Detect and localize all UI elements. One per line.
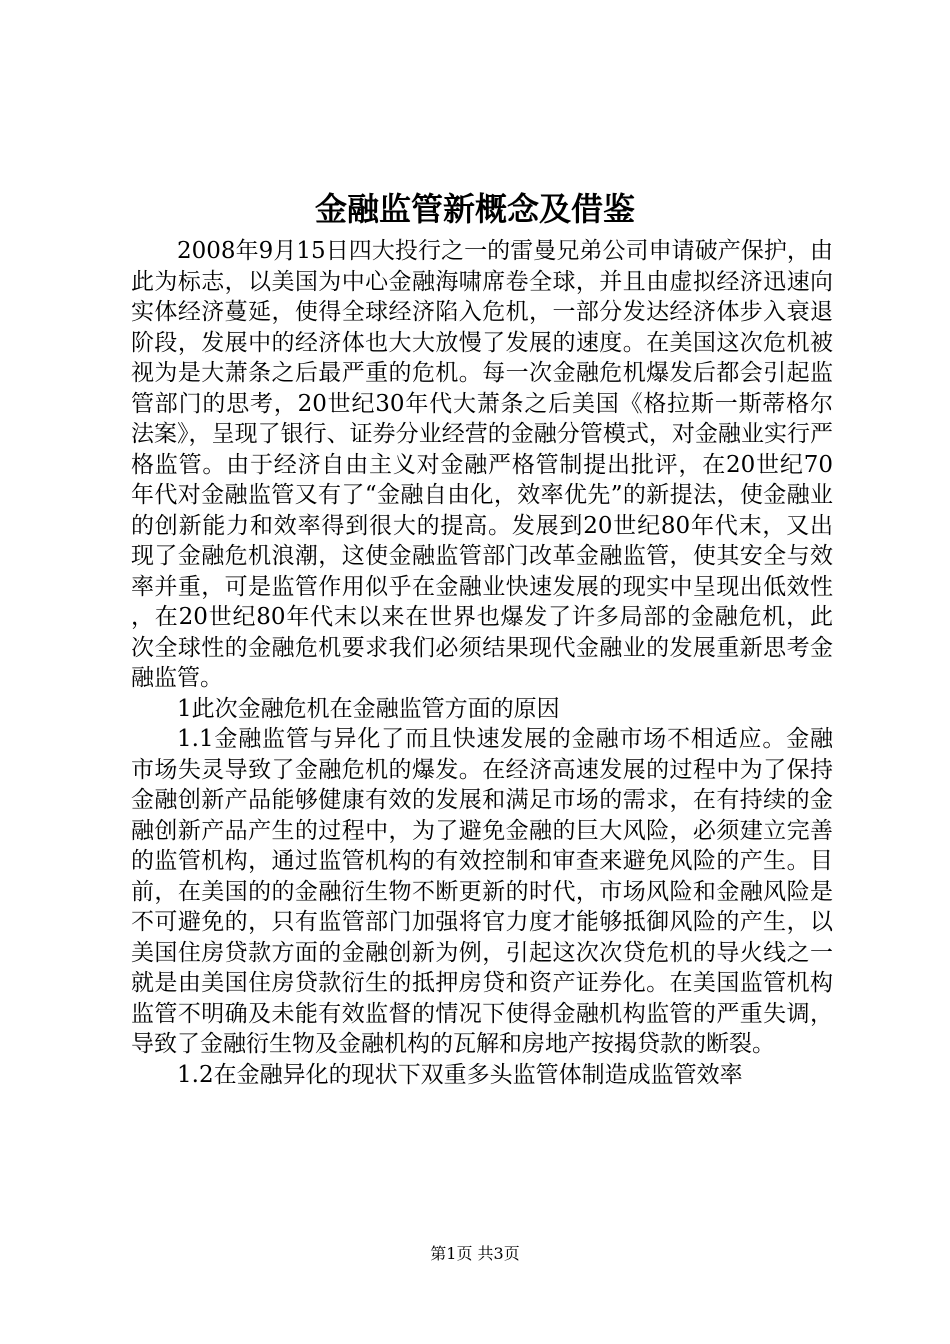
- paragraph-1-2: 1.2在金融异化的现状下双重多头监管体制造成监管效率: [177, 1061, 743, 1088]
- paragraph-intro: 2008年9月15日四大投行之一的雷曼兄弟公司申请破产保护，由此为标志，以美国为中心金融海啸席卷全球，并且由虚拟经济迅速向实体经济蔓延，使得全球经济陷入危机，一部分发达经济体步入衰退阶段，发展中的经济体也大大放慢了发展的速度。在美国这次危机被视为是大萧条之后最严重的危机。每一次金融危机爆发后都会引起监管部门的思考，20世纪30年代大萧条之后美国《格拉斯一斯蒂格尔法案》，呈现了银行、证券分业经营的金融分管模式，对金融业实行严格监管。由于经济自由主义对金融严格管制提出批评，在20世纪70年代对金融监管又有了“金融自由化，效率优先”的新提法，使金融业的创新能力和效率得到很大的提高。发展到20世纪80年代末，又出现了金融危机浪潮，这使金融监管部门改革金融监管，使其安全与效率并重，可是监管作用似乎在金融业快速发展的现实中呈现出低效性，在20世纪80年代末以来在世界也爆发了许多局部的金融危机，此次全球性的金融危机要求我们必须结果现代金融业的发展重新思考金融监管。: [131, 238, 833, 691]
- page-footer: 第1页 共3页: [430, 1244, 520, 1263]
- paragraph-1-1: 1.1金融监管与异化了而且快速发展的金融市场不相适应。金融市场失灵导致了金融危机的爆发。在经济高速发展的过程中为了保持金融创新产品能够健康有效的发展和满足市场的需求，在有持续的金融创新产品产生的过程中，为了避免金融的巨大风险，必须建立完善的监管机构，通过监管机构的有效控制和审查来避免风险的产生。目前，在美国的的金融衍生物不断更新的时代，市场风险和金融风险是不可避免的，只有监管部门加强将官力度才能够抵御风险的产生，以美国住房贷款方面的金融创新为例，引起这次次贷危机的导火线之一就是由美国住房贷款衍生的抵押房贷和资产证券化。在美国监管机构监管不明确及未能有效监督的情况下使得金融机构监管的严重失调，导致了金融衍生物及金融机构的瓦解和房地产按揭贷款的断裂。: [131, 726, 833, 1057]
- page-title: 金融监管新概念及借鉴: [314, 190, 635, 228]
- document-body: [131, 236, 833, 1090]
- section-heading-1: 1此次金融危机在金融监管方面的原因: [177, 695, 560, 722]
